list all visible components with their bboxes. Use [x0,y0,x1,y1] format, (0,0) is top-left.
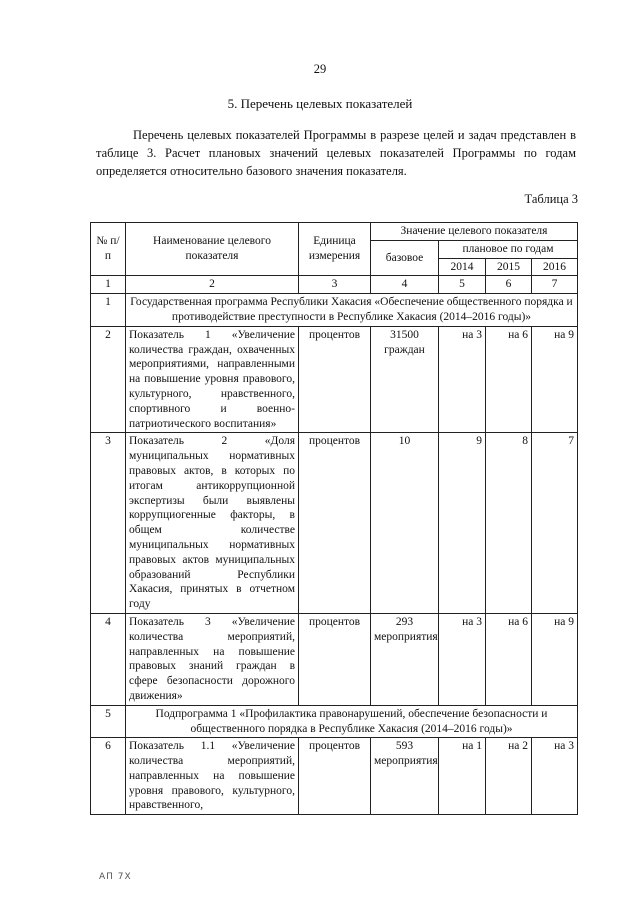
indicator-2014: 9 [439,433,486,614]
col-number: 5 [439,276,486,294]
header-planned: плановое по годам [439,240,578,258]
header-num: № п/п [91,223,126,276]
header-year-2016: 2016 [532,258,578,276]
indicator-2014: на 1 [439,738,486,815]
indicator-2015: на 2 [486,738,532,815]
indicator-2016: на 9 [532,613,578,705]
table-row [91,738,578,815]
table-row [91,613,578,705]
indicator-unit: процентов [299,326,371,433]
indicator-2015: 8 [486,433,532,614]
row-num: 6 [91,738,126,815]
indicator-unit: процентов [299,613,371,705]
indicator-name: Показатель 1 «Увеличение количества граждан, охваченных мероприятиями, направленными на повышение уровня правового, культурного, нравственного, спортивного и военно-патриотического воспитания» [126,326,299,433]
indicator-2015: на 6 [486,326,532,433]
indicator-base: 593 мероприятия [371,738,439,815]
indicator-name: Показатель 3 «Увеличение количества мероприятий, направленных на повышение правовых знаний граждан в сфере безопасности дорожного движения» [126,613,299,705]
indicator-2015: на 6 [486,613,532,705]
program-title: Государственная программа Республики Хакасия «Обеспечение общественного порядка и противодействие преступности в Республике Хакасия (2014–2016 годы)» [126,294,578,327]
indicator-base: 31500 граждан [371,326,439,433]
header-row [91,223,578,241]
subprogram-title: Подпрограмма 1 «Профилактика правонарушений, обеспечение безопасности и общественного порядка в Республике Хакасия (2014–2016 годы)» [126,705,578,738]
indicator-name: Показатель 1.1 «Увеличение количества мероприятий, направленных на повышение уровня правового, культурного, нравственного, [126,738,299,815]
table-row [91,294,578,327]
row-num: 1 [91,294,126,327]
row-num: 5 [91,705,126,738]
col-number: 4 [371,276,439,294]
header-base: базовое [371,240,439,276]
intro-paragraph [96,126,576,180]
intro-text: Перечень целевых показателей Программы в разрезе целей и задач представлен в таблице 3. Расчет плановых значений целевых показателей Программы по годам определяется относительно базового значения показателя. [96,128,576,178]
indicators-table [90,222,578,815]
row-num: 3 [91,433,126,614]
col-number: 3 [299,276,371,294]
table-row [91,326,578,433]
footer-mark: АП 7Х [99,872,132,882]
column-number-row [91,276,578,294]
indicator-unit: процентов [299,433,371,614]
header-year-2015: 2015 [486,258,532,276]
indicator-2014: на 3 [439,326,486,433]
indicator-base: 293 мероприятия [371,613,439,705]
section-title: 5. Перечень целевых показателей [227,96,413,111]
row-num: 2 [91,326,126,433]
table-row [91,433,578,614]
header-target-value: Значение целевого показателя [371,223,578,241]
indicator-2016: на 3 [532,738,578,815]
indicator-2016: на 9 [532,326,578,433]
indicator-2014: на 3 [439,613,486,705]
header-name: Наименование целевого показателя [126,223,299,276]
table-row [91,705,578,738]
header-year-2014: 2014 [439,258,486,276]
row-num: 4 [91,613,126,705]
col-number: 1 [91,276,126,294]
table-caption: Таблица 3 [524,192,578,206]
col-number: 7 [532,276,578,294]
indicator-name: Показатель 2 «Доля муниципальных нормативных правовых актов, в которых по итогам антикоррупционной экспертизы были выявлены коррупциогенные факторы, в общем количестве муниципальных нормативных правовых актов муниципальных образований Республики Хакасия, принятых в отчетном году [126,433,299,614]
col-number: 2 [126,276,299,294]
header-unit: Единица измерения [299,223,371,276]
indicator-unit: процентов [299,738,371,815]
indicator-base: 10 [371,433,439,614]
col-number: 6 [486,276,532,294]
indicator-2016: 7 [532,433,578,614]
page-number: 29 [313,62,327,76]
